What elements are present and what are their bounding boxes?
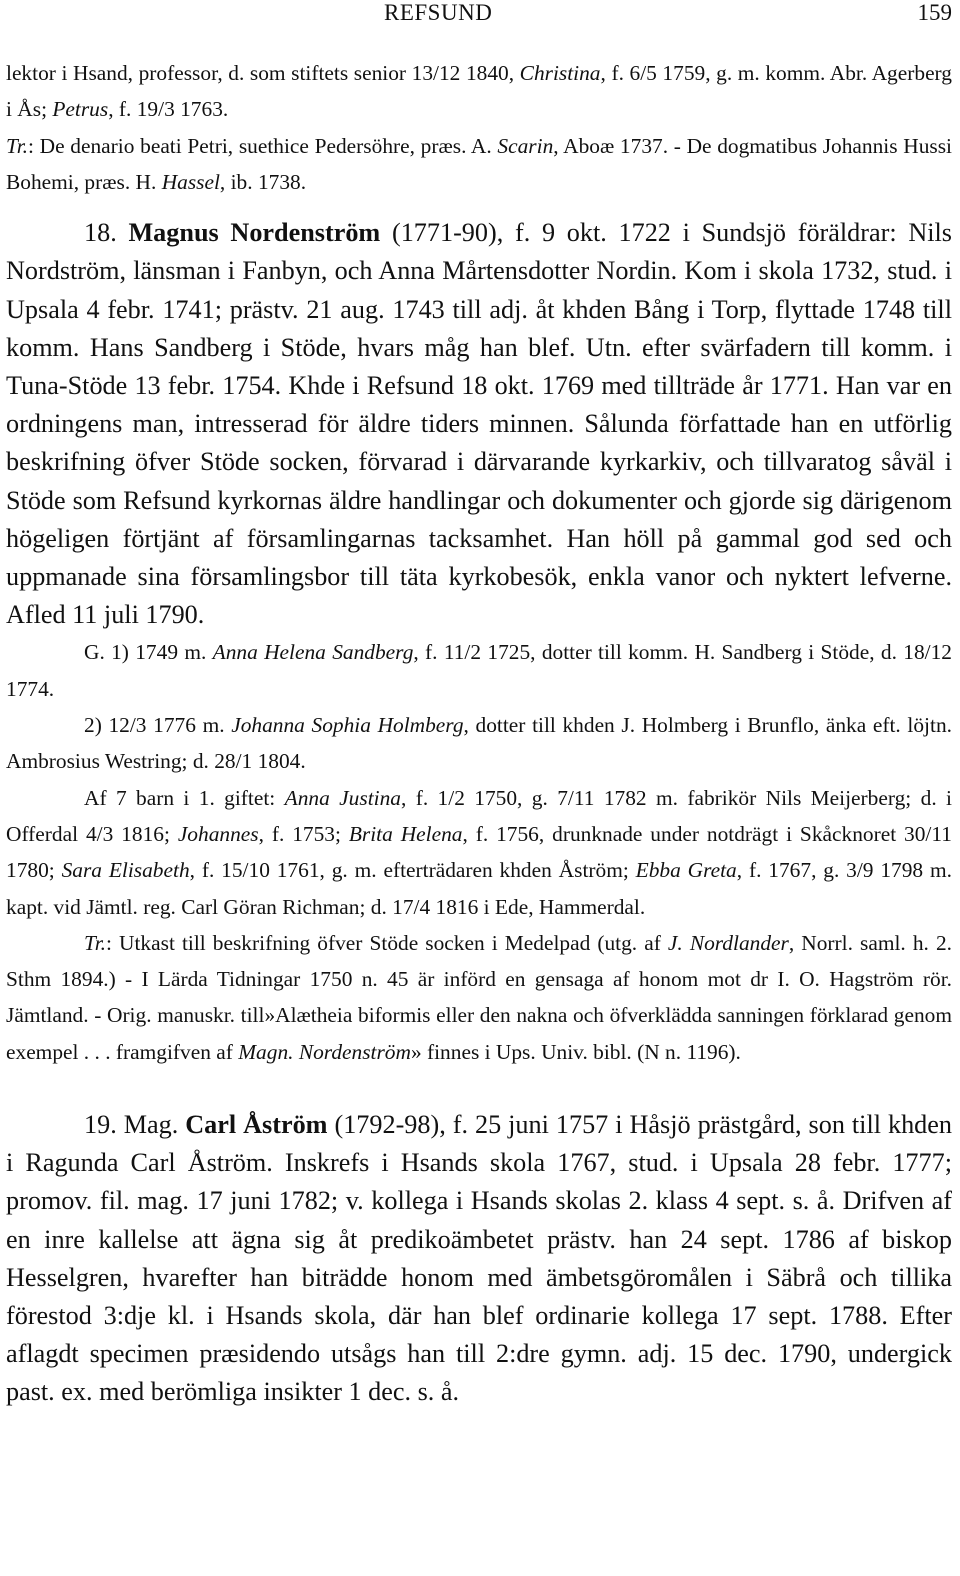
continuation-paragraph xyxy=(6,55,952,128)
entry-name: Magnus Nordenström xyxy=(128,218,381,248)
text-run: G. 1) 1749 m. xyxy=(84,640,213,665)
italic-name: Sara Elisabeth xyxy=(61,858,190,883)
marriage-1 xyxy=(6,634,952,707)
entry-text: (1771-90), f. 9 okt. 1722 i Sundsjö föräldrar: Nils Nordström, länsman i Fanbyn, och Anna Mårtensdotter Nordin. Kom i skola 1732, stud. i Upsala 4 febr. 1741; prästv. 21 aug. 1743 till adj. åt khden Bång i Torp, flyttade 1748 till komm. Hans Sandberg i Stöde, hvars måg han blef. Utn. efter svärfadern till komm. i Tuna-Stöde 13 febr. 1754. Khde i Refsund 18 okt. 1769 med tillträde år 1771. Han var en ordningens man, intresserad för äldre tiders minnen. Sålunda författade han en utförlig beskrifning öfver Stöde socken, förvarad i därvarande kyrkarkiv, och tillvaratog såväl i Stöde som Refsund kyrkornas äldre handlingar och dokumenter och gjorde sig därigenom högeligen förtjänt af församlingarnas tacksamhet. Han höll på gammal god sed och uppmanade sina församlingsbor till täta kyrkobesök, enkla vanor och nyktert lefverne. Afled 11 juli 1790. xyxy=(6,218,952,630)
text-run: , Aboæ 1737. - De dogmatibus Johannis Hussi Bohemi, præs. H. xyxy=(6,133,952,194)
italic-name: Johannes xyxy=(177,821,259,846)
text-run: 2) 12/3 1776 m. xyxy=(84,713,232,738)
entry-number: 19. Mag. xyxy=(84,1109,186,1139)
page-number: 159 xyxy=(917,0,952,25)
text-run: , f. 11/2 1725, dotter till komm. H. Sandberg i Stöde, d. 18/12 1774. xyxy=(6,640,952,701)
text-run: , f. 19/3 1763. xyxy=(108,97,229,122)
text-run: , f. 1756, drunknade under notdrägt i Skåcknoret 30/11 1780; xyxy=(6,821,952,883)
italic-abbrev: Tr. xyxy=(6,133,29,158)
entry-18 xyxy=(6,214,952,634)
italic-name: Anna Helena Sandberg xyxy=(212,640,414,665)
italic-name: J. Nordlander xyxy=(667,930,789,955)
italic-name: Johanna Sophia Holmberg xyxy=(231,713,464,738)
italic-name: Anna Justina xyxy=(284,785,401,810)
text-run: , f. 1767, g. 3/9 1798 m. kapt. vid Jämtl. reg. Carl Göran Richman; d. 17/4 1816 i Ede, Hammerdal. xyxy=(6,858,952,919)
text-run: , f. 1753; xyxy=(258,821,349,846)
text-run: , f. 1/2 1750, g. 7/11 1782 m. fabrikör Nils Meijerberg; d. i Offerdal 4/3 1816; xyxy=(6,785,952,846)
text-run: lektor i Hsand, professor, d. som stiftets senior 13/12 1840, xyxy=(6,61,520,85)
works-paragraph-18 xyxy=(6,925,952,1070)
text-run: , Norrl. saml. h. 2. Sthm 1894.) - I Lärda Tidningar 1750 n. 45 är införd en gensaga af honom mot dr I. O. Hagström rör. Jämtland. - Orig. manuskr. till»Alætheia biformis eller den nakna och öfverklädda sanningen förklarad genom exempel . . . framgifven af xyxy=(6,930,952,1064)
italic-name: Brita Helena xyxy=(348,821,463,846)
text-run: : De denario beati Petri, suethice Pedersöhre, præs. A. xyxy=(28,133,498,158)
italic-name: Scarin xyxy=(497,133,554,158)
entry-text: (1792-98), f. 25 juni 1757 i Håsjö prästgård, son till khden i Ragunda Carl Åström. Inskrefs i Hsands skola 1767, stud. i Upsala 28 febr. 1777; promov. fil. mag. 17 juni 1782; v. kollega i Hsands skolas 2. klass 4 sept. s. å. Drifven af en inre kallelse att ägna sig åt predikoämbetet prästv. han 24 sept. 1786 af biskop Hesselgren, hvarefter han biträdde honom med ämbetsgöromålen i Säbrå och tillika förestod 3:dje kl. i Hsands skola, där han blef ordinarie kollega 17 sept. 1788. Efter aflagdt specimen præsidendo utsågs han till 2:dre gymn. adj. 15 dec. 1790, undergick past. ex. med berömliga insikter 1 dec. s. å. xyxy=(6,1109,952,1407)
text-run: : Utkast till beskrifning öfver Stöde socken i Medelpad (utg. af xyxy=(106,930,668,955)
text-run: , f. 6/5 1759, g. m. komm. Abr. Agerberg i Ås; xyxy=(6,61,952,122)
italic-abbrev: Tr. xyxy=(84,930,107,955)
page-header xyxy=(0,0,960,30)
text-run: , ib. 1738. xyxy=(219,169,307,194)
entry-number: 18. xyxy=(84,218,129,248)
text-run: » finnes i Ups. Univ. bibl. (N n. 1196). xyxy=(410,1039,741,1064)
italic-name: Magn. Nordenström xyxy=(238,1039,411,1064)
italic-name: Christina xyxy=(519,61,601,85)
children-paragraph xyxy=(6,780,952,925)
italic-name: Ebba Greta xyxy=(635,858,737,883)
text-run: , f. 15/10 1761, g. m. efterträdaren khden Åström; xyxy=(189,858,636,883)
page-body xyxy=(6,55,952,1412)
italic-name: Petrus xyxy=(52,97,109,122)
text-run: Af 7 barn i 1. giftet: xyxy=(84,785,285,810)
italic-name: Hassel xyxy=(161,169,220,194)
running-head: REFSUND xyxy=(384,0,493,25)
entry-name: Carl Åström xyxy=(185,1109,328,1139)
works-paragraph xyxy=(6,128,952,201)
entry-19 xyxy=(6,1106,952,1412)
marriage-2 xyxy=(6,707,952,780)
text-run: , dotter till khden J. Holmberg i Brunflo, änka eft. löjtn. Ambrosius Westring; d. 28/1 1804. xyxy=(6,713,952,774)
